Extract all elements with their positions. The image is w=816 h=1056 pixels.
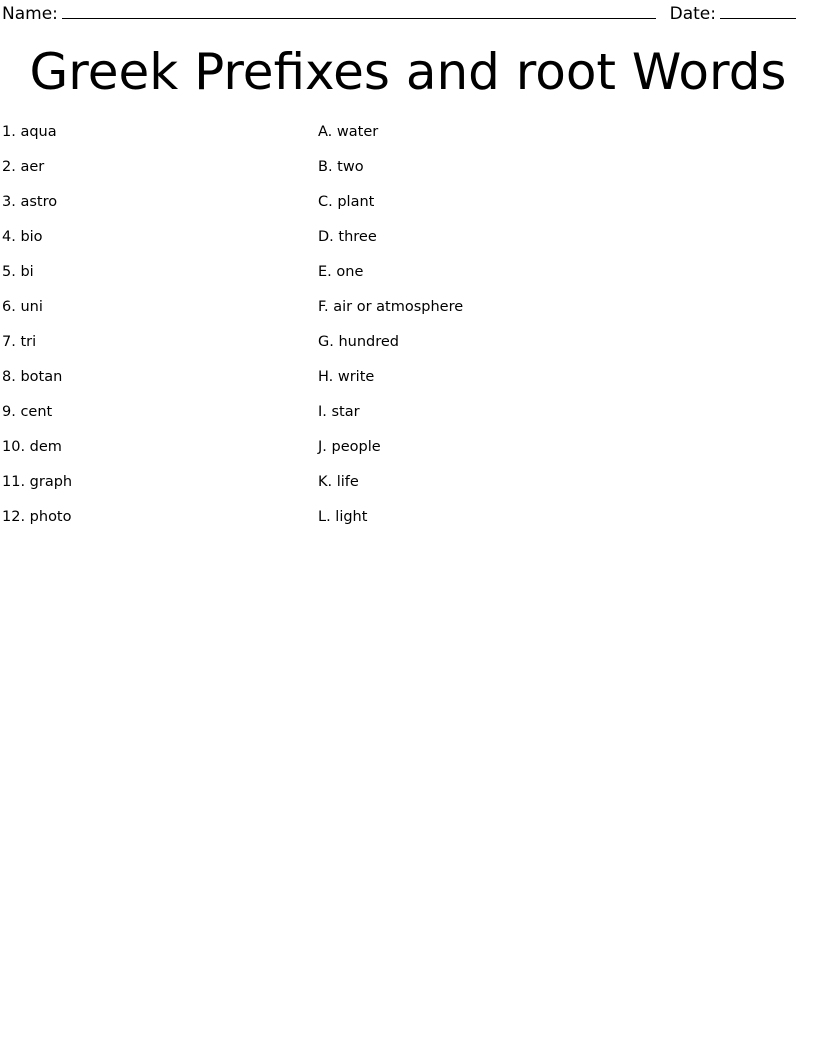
name-label: Name: (2, 4, 58, 24)
definition-label: L. light (318, 508, 368, 525)
definition-label: B. two (318, 158, 364, 175)
list-item[interactable] (318, 125, 786, 160)
definition-label: J. people (318, 438, 381, 455)
list-item[interactable] (318, 300, 786, 335)
list-item[interactable] (318, 510, 786, 545)
definition-label: C. plant (318, 193, 375, 210)
definition-label: I. star (318, 403, 360, 420)
list-item[interactable] (2, 370, 316, 405)
term-label: 6. uni (2, 298, 43, 315)
definition-label: K. life (318, 473, 359, 490)
term-label: 10. dem (2, 438, 62, 455)
list-item[interactable] (2, 230, 316, 265)
list-item[interactable] (318, 230, 786, 265)
definition-label: F. air or atmosphere (318, 298, 464, 315)
term-label: 7. tri (2, 333, 37, 350)
list-item[interactable] (2, 300, 316, 335)
definition-label: G. hundred (318, 333, 399, 350)
definition-label: D. three (318, 228, 377, 245)
page-title: Greek Prefixes and root Words (29, 43, 787, 101)
date-label: Date: (669, 4, 716, 24)
list-item[interactable] (318, 475, 786, 510)
list-item[interactable] (2, 160, 316, 195)
term-label: 11. graph (2, 473, 73, 490)
list-item[interactable] (2, 335, 316, 370)
list-item[interactable] (2, 475, 316, 510)
list-item[interactable] (2, 440, 316, 475)
list-item[interactable] (2, 125, 316, 160)
term-label: 12. photo (2, 508, 72, 525)
name-write-line[interactable] (62, 6, 656, 19)
list-item[interactable] (2, 265, 316, 300)
date-write-line[interactable] (720, 6, 796, 19)
terms-column (2, 125, 316, 545)
worksheet-header (0, 0, 816, 24)
definition-label: E. one (318, 263, 364, 280)
term-label: 2. aer (2, 158, 45, 175)
list-item[interactable] (2, 405, 316, 440)
term-label: 5. bi (2, 263, 34, 280)
definition-label: H. write (318, 368, 375, 385)
list-item[interactable] (318, 370, 786, 405)
list-item[interactable] (318, 195, 786, 230)
term-label: 3. astro (2, 193, 58, 210)
definitions-column (316, 125, 786, 545)
list-item[interactable] (318, 440, 786, 475)
definition-label: A. water (318, 123, 379, 140)
term-label: 1. aqua (2, 123, 57, 140)
term-label: 9. cent (2, 403, 53, 420)
list-item[interactable] (318, 335, 786, 370)
list-item[interactable] (318, 405, 786, 440)
list-item[interactable] (2, 195, 316, 230)
list-item[interactable] (318, 160, 786, 195)
term-label: 4. bio (2, 228, 43, 245)
list-item[interactable] (318, 265, 786, 300)
term-label: 8. botan (2, 368, 63, 385)
matching-columns (0, 125, 816, 545)
list-item[interactable] (2, 510, 316, 545)
